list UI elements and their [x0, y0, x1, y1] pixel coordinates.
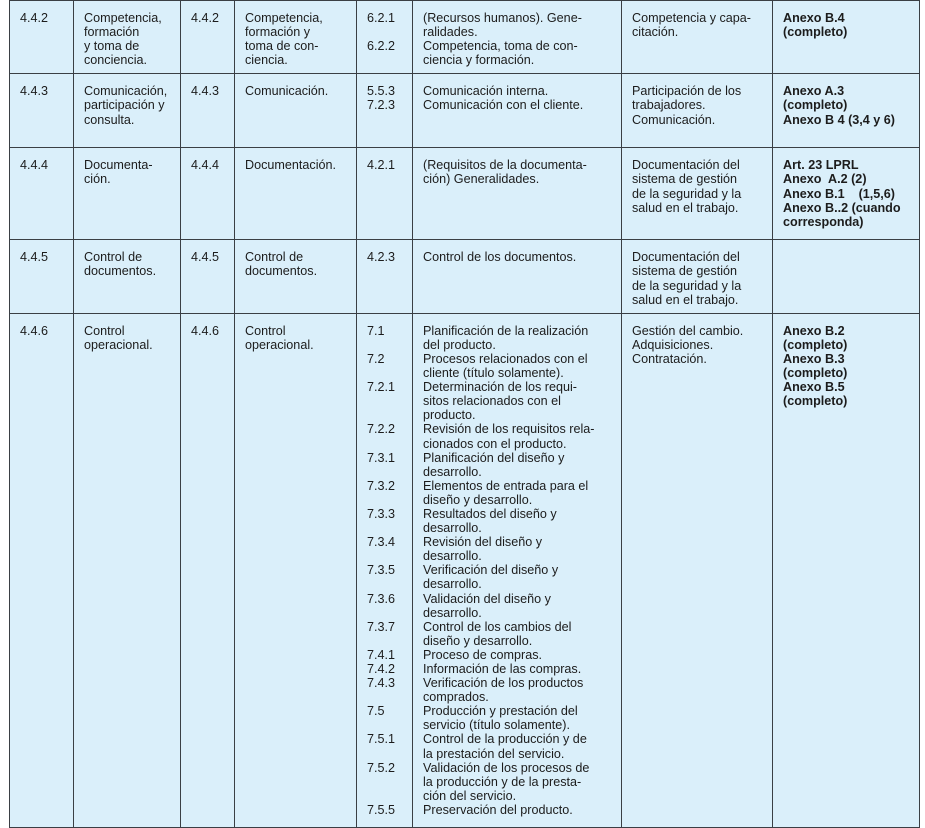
iso9001-entry-text: Planificación del diseño y [423, 450, 565, 465]
ohsas-clause-title-line: conciencia. [84, 53, 148, 68]
iso14001-clause-number-line: 4.4.4 [191, 158, 220, 173]
spacer [367, 606, 404, 620]
iso14001-clause-title [235, 148, 357, 240]
iso9001-entry-text: Elementos de entrada para el [423, 478, 589, 493]
iso9001-clause-titles-line: Control de los documentos. [423, 250, 577, 265]
iso9001-entry-text: Validación del diseño y [423, 591, 551, 606]
table-row [10, 240, 920, 313]
iso14001-clause-number-line: 4.4.3 [191, 84, 220, 99]
spacer [367, 690, 404, 704]
iso14001-clause-title-line: Control [245, 323, 286, 338]
iso9001-entry-text: Control de los cambios del [423, 619, 572, 634]
ilo-osh-guidelines-line: citación. [632, 25, 679, 40]
iso9001-entry-text: desarrollo. [423, 549, 482, 564]
legal-reference-line: Anexo B 4 (3,4 y 6) [783, 112, 895, 127]
ilo-osh-guidelines-line: salud en el trabajo. [632, 292, 739, 307]
iso9001-clause-numbers-line: 4.2.1 [367, 158, 396, 173]
legal-reference [773, 313, 920, 827]
iso9001-clause-numbers [357, 313, 413, 827]
iso9001-entry-number: 7.1 [367, 323, 385, 338]
iso9001-clause-titles-line: (Requisitos de la documenta- [423, 158, 587, 173]
ohsas-clause-number [10, 148, 74, 240]
iso14001-clause-title [235, 313, 357, 827]
legal-reference-line: (completo) [783, 25, 848, 40]
iso9001-entry-text: del producto. [423, 337, 496, 352]
iso9001-entry-text: Validación de los procesos de [423, 760, 590, 775]
ilo-osh-guidelines-line: Contratación. [632, 351, 707, 366]
iso9001-entry-text: desarrollo. [423, 521, 482, 536]
iso9001-entry-number: 7.4.2 [367, 662, 396, 676]
iso9001-clause-titles-line: Comunicación con el cliente. [423, 98, 584, 113]
iso9001-clause-titles [413, 240, 622, 313]
iso9001-clause-titles-line: ciencia y formación. [423, 53, 535, 68]
spacer [367, 789, 404, 803]
iso14001-clause-number [181, 1, 235, 74]
legal-reference-line: corresponda) [783, 214, 864, 229]
iso9001-clause-numbers-line: 6.2.1 [367, 11, 396, 25]
iso9001-entry-text: comprados. [423, 690, 489, 705]
spacer [367, 437, 404, 451]
ilo-osh-guidelines-line: Competencia y capa- [632, 11, 752, 25]
ohsas-clause-number [10, 1, 74, 74]
iso9001-entry-text: diseño y desarrollo. [423, 492, 533, 507]
iso14001-clause-title [235, 74, 357, 148]
iso9001-entry-text: sitos relacionados con el [423, 394, 561, 409]
iso9001-clause-titles-line: Comunicación interna. [423, 84, 549, 99]
iso14001-clause-number [181, 240, 235, 313]
iso14001-clause-number-line: 4.4.2 [191, 11, 220, 25]
iso9001-entry-text: Preservación del producto. [423, 802, 573, 817]
iso14001-clause-title-line: toma de con- [245, 39, 319, 54]
iso9001-clause-titles [413, 74, 622, 148]
ohsas-clause-title-line: formación [84, 25, 140, 40]
iso9001-clause-numbers-line: 6.2.2 [367, 39, 396, 54]
legal-reference [773, 74, 920, 148]
legal-reference-line: Anexo A.3 [783, 84, 845, 99]
iso9001-clause-titles-line: ción) Generalidades. [423, 172, 540, 187]
legal-reference-line: Anexo B.4 [783, 11, 845, 25]
legal-reference-line: Anexo A.2 (2) [783, 172, 867, 187]
spacer [367, 366, 404, 380]
iso9001-clause-numbers [357, 1, 413, 74]
ohsas-clause-number-line: 4.4.4 [20, 158, 49, 173]
table-row [10, 74, 920, 148]
iso9001-entry-number: 7.3.6 [367, 591, 396, 606]
iso9001-entry-text: Verificación del diseño y [423, 563, 559, 578]
legal-reference-line: (completo) [783, 366, 848, 381]
correspondence-table-page [9, 0, 919, 825]
spacer [367, 338, 404, 352]
iso9001-entry-number: 7.5.2 [367, 760, 396, 775]
legal-reference-line: (completo) [783, 394, 848, 409]
ohsas-clause-title-line: Comunicación, [84, 84, 168, 99]
ilo-osh-guidelines [622, 313, 773, 827]
ilo-osh-guidelines-line: de la seguridad y la [632, 186, 742, 201]
iso9001-entry-text: Producción y prestación del [423, 704, 578, 719]
iso9001-entry-text: ción del servicio. [423, 788, 517, 803]
iso14001-clause-number-line: 4.4.5 [191, 250, 220, 265]
iso9001-entry-number: 7.2.1 [367, 380, 396, 395]
spacer [367, 521, 404, 535]
iso14001-clause-title-line: Competencia, [245, 11, 323, 25]
iso9001-entry-text: Revisión de los requisitos rela- [423, 422, 595, 437]
ilo-osh-guidelines [622, 148, 773, 240]
iso14001-clause-number [181, 148, 235, 240]
ilo-osh-guidelines-line: Documentación del [632, 158, 740, 173]
legal-reference-line: (completo) [783, 98, 848, 113]
ohsas-clause-title-line: Control de [84, 250, 143, 265]
ohsas-clause-title-line: Documenta- [84, 158, 153, 173]
iso9001-clause-numbers [357, 148, 413, 240]
ilo-osh-guidelines-line: de la seguridad y la [632, 278, 742, 293]
table-row [10, 313, 920, 827]
iso9001-entry-text: desarrollo. [423, 605, 482, 620]
ohsas-clause-title-line: Competencia, [84, 11, 162, 25]
iso9001-entry-text: Resultados del diseño y [423, 506, 557, 521]
iso9001-entry-number: 7.3.4 [367, 535, 396, 550]
legal-reference-line: Anexo B.3 [783, 351, 845, 366]
spacer [367, 408, 404, 422]
iso9001-clause-numbers-line: 4.2.3 [367, 250, 396, 265]
iso9001-clause-titles [413, 1, 622, 74]
ohsas-clause-title [74, 148, 181, 240]
iso14001-clause-title-line: Comunicación. [245, 84, 329, 99]
legal-reference [773, 240, 920, 313]
ilo-osh-guidelines-line: Documentación del [632, 250, 740, 265]
spacer [367, 465, 404, 479]
iso9001-entry-text: Procesos relacionados con el [423, 351, 588, 366]
iso9001-entry-number: 7.2 [367, 351, 385, 366]
ohsas-clause-title [74, 1, 181, 74]
standards-correspondence-table [9, 0, 920, 828]
iso14001-clause-number [181, 74, 235, 148]
iso9001-entry-text: Control de la producción y de [423, 732, 587, 747]
ilo-osh-guidelines-line: Gestión del cambio. [632, 323, 744, 338]
legal-reference [773, 1, 920, 74]
iso9001-entry-text: Planificación de la realización [423, 323, 589, 338]
ilo-osh-guidelines-line: sistema de gestión [632, 264, 738, 279]
ilo-osh-guidelines-line: Adquisiciones. [632, 337, 714, 352]
iso9001-clause-numbers [357, 74, 413, 148]
ohsas-clause-number-line: 4.4.2 [20, 11, 49, 25]
iso14001-clause-number [181, 313, 235, 827]
iso14001-clause-title-line: operacional. [245, 337, 314, 352]
spacer [367, 549, 404, 563]
ohsas-clause-title [74, 240, 181, 313]
iso9001-entry-text: desarrollo. [423, 577, 482, 592]
iso9001-entry-number: 7.2.2 [367, 422, 396, 437]
iso9001-entry-text: Información de las compras. [423, 662, 582, 676]
iso9001-clause-titles-line: (Recursos humanos). Gene- [423, 11, 582, 25]
legal-reference-line: Anexo B.1 (1,5,6) [783, 186, 895, 201]
iso9001-clause-titles [413, 148, 622, 240]
iso9001-entry-number: 7.3.7 [367, 619, 396, 634]
iso14001-clause-title-line: documentos. [245, 264, 318, 279]
spacer [367, 577, 404, 591]
ohsas-clause-title-line: participación y [84, 98, 165, 113]
spacer [367, 718, 404, 732]
ilo-osh-guidelines-line: sistema de gestión [632, 172, 738, 187]
iso9001-entry-text: la producción y de la presta- [423, 774, 582, 789]
iso9001-clause-numbers-line: 7.2.3 [367, 98, 396, 113]
spacer [367, 775, 404, 789]
iso9001-entry-number: 7.4.1 [367, 647, 396, 662]
ilo-osh-guidelines-line: Participación de los [632, 84, 742, 99]
iso9001-clause-titles [413, 313, 622, 827]
ohsas-clause-number [10, 313, 74, 827]
iso14001-clause-title [235, 1, 357, 74]
ilo-osh-guidelines-line: salud en el trabajo. [632, 200, 739, 215]
iso14001-clause-title-line: formación y [245, 25, 311, 40]
ohsas-clause-number-line: 4.4.5 [20, 250, 49, 265]
iso9001-entry-number: 7.3.1 [367, 450, 396, 465]
ilo-osh-guidelines [622, 240, 773, 313]
ohsas-clause-number [10, 240, 74, 313]
spacer [367, 493, 404, 507]
spacer [367, 394, 404, 408]
iso9001-entry-text: Determinación de los requi- [423, 380, 577, 395]
legal-reference-line: Anexo B..2 (cuando [783, 200, 901, 215]
iso9001-entry-text: cionados con el producto. [423, 436, 567, 451]
iso9001-entry-text: Revisión del diseño y [423, 535, 543, 550]
iso9001-clause-numbers [357, 240, 413, 313]
table-body [10, 1, 920, 828]
iso9001-entry-text: Verificación de los productos [423, 676, 584, 691]
ohsas-clause-number-line: 4.4.6 [20, 323, 49, 338]
iso9001-entry-number: 7.3.5 [367, 563, 396, 578]
iso9001-clause-numbers-line [367, 25, 404, 39]
iso9001-entry-number: 7.3.2 [367, 478, 396, 493]
iso9001-entry-text: servicio (título solamente). [423, 718, 570, 733]
legal-reference-line: Anexo B.2 [783, 323, 845, 338]
legal-reference-line: (completo) [783, 337, 848, 352]
iso9001-entry-number: 7.4.3 [367, 676, 396, 691]
spacer [367, 747, 404, 761]
iso9001-entry-text: desarrollo. [423, 464, 482, 479]
ohsas-clause-title [74, 313, 181, 827]
iso14001-clause-title [235, 240, 357, 313]
iso9001-entry-number: 7.5 [367, 704, 385, 719]
iso9001-entry-text: Proceso de compras. [423, 647, 542, 662]
ohsas-clause-title-line: operacional. [84, 337, 153, 352]
iso9001-entry-number: 7.5.1 [367, 732, 396, 747]
iso9001-entry-text: la prestación del servicio. [423, 746, 565, 761]
iso14001-clause-title-line: Control de [245, 250, 304, 265]
iso9001-entry-text: cliente (título solamente). [423, 366, 564, 381]
iso9001-entry-number: 7.5.5 [367, 802, 396, 817]
ohsas-clause-number [10, 74, 74, 148]
ohsas-clause-number-line: 4.4.3 [20, 84, 49, 99]
iso9001-clause-titles-line: Competencia, toma de con- [423, 39, 578, 54]
ilo-osh-guidelines [622, 1, 773, 74]
legal-reference-line: Art. 23 LPRL [783, 158, 859, 173]
legal-reference [773, 148, 920, 240]
iso14001-clause-title-line: Documentación. [245, 158, 337, 173]
legal-reference-line: Anexo B.5 [783, 380, 845, 395]
table-row [10, 1, 920, 74]
spacer [367, 634, 404, 648]
iso9001-clause-titles-line: ralidades. [423, 25, 478, 40]
table-row [10, 148, 920, 240]
ilo-osh-guidelines-line: Comunicación. [632, 112, 716, 127]
iso9001-entry-number: 7.3.3 [367, 506, 396, 521]
iso14001-clause-number-line: 4.4.6 [191, 323, 220, 338]
ohsas-clause-title-line: y toma de [84, 39, 140, 54]
ilo-osh-guidelines [622, 74, 773, 148]
ohsas-clause-title-line: documentos. [84, 264, 157, 279]
ohsas-clause-title-line: Control [84, 323, 125, 338]
ilo-osh-guidelines-line: trabajadores. [632, 98, 706, 113]
iso9001-entry-text: producto. [423, 408, 476, 423]
iso9001-entry-text: diseño y desarrollo. [423, 633, 533, 648]
ohsas-clause-title-line: ción. [84, 172, 111, 187]
ohsas-clause-title-line: consulta. [84, 112, 135, 127]
ohsas-clause-title [74, 74, 181, 148]
iso14001-clause-title-line: ciencia. [245, 53, 288, 68]
iso9001-clause-numbers-line: 5.5.3 [367, 84, 396, 99]
